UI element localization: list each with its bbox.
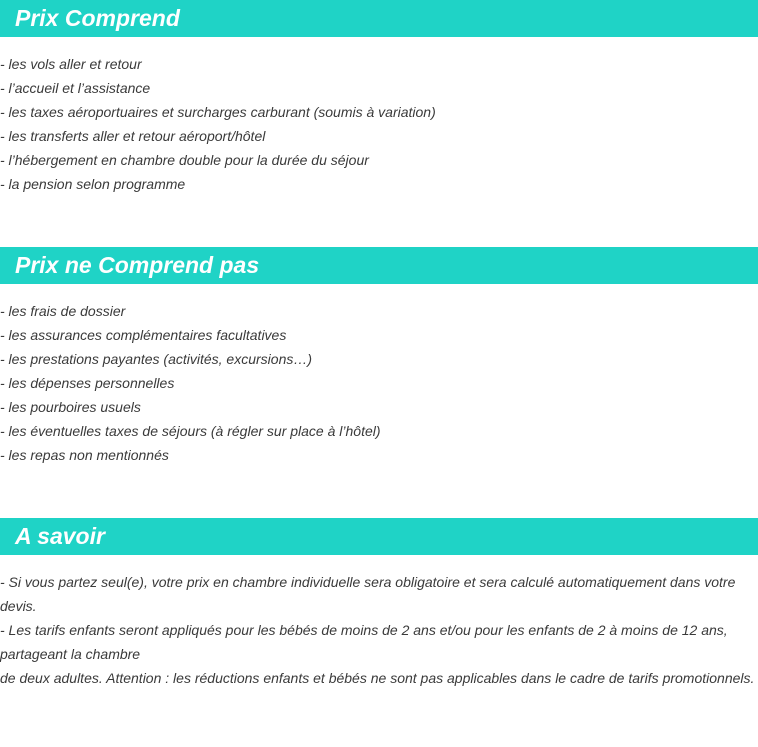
section-header-prix-ne-comprend-pas	[0, 247, 758, 284]
list-item: - les dépenses personnelles	[0, 375, 175, 391]
list-item: - l’hébergement en chambre double pour la durée du séjour	[0, 152, 369, 168]
info-paragraph: - Les tarifs enfants seront appliqués pour les bébés de moins de 2 ans et/ou pour les enfants de 2 à moins de 12 ans, partageant la chambre	[0, 622, 728, 662]
list-item: - les repas non mentionnés	[0, 447, 169, 463]
list-item: - les frais de dossier	[0, 303, 126, 319]
info-paragraph: de deux adultes. Attention : les réductions enfants et bébés ne sont pas applicables dans le cadre de tarifs promotionnels.	[0, 670, 755, 686]
list-item: - les assurances complémentaires facultatives	[0, 327, 287, 343]
list-item: - les transferts aller et retour aéroport/hôtel	[0, 128, 266, 144]
info-paragraphs	[0, 570, 756, 690]
list-item: - la pension selon programme	[0, 176, 186, 192]
section-header-a-savoir	[0, 518, 758, 555]
list-item: - les prestations payantes (activités, excursions…)	[0, 351, 313, 367]
section-title: A savoir	[15, 523, 105, 549]
section-header-prix-comprend	[0, 0, 758, 37]
section-title: Prix ne Comprend pas	[15, 252, 260, 278]
list-item: - les éventuelles taxes de séjours (à régler sur place à l’hôtel)	[0, 423, 381, 439]
info-paragraph: - Si vous partez seul(e), votre prix en chambre individuelle sera obligatoire et sera calculé automatiquement dans votre devis.	[0, 574, 736, 614]
included-list	[0, 52, 758, 196]
list-item: - les pourboires usuels	[0, 399, 141, 415]
list-item: - l’accueil et l’assistance	[0, 80, 151, 96]
not-included-list	[0, 299, 758, 467]
section-title: Prix Comprend	[15, 5, 180, 31]
list-item: - les vols aller et retour	[0, 56, 142, 72]
list-item: - les taxes aéroportuaires et surcharges carburant (soumis à variation)	[0, 104, 436, 120]
